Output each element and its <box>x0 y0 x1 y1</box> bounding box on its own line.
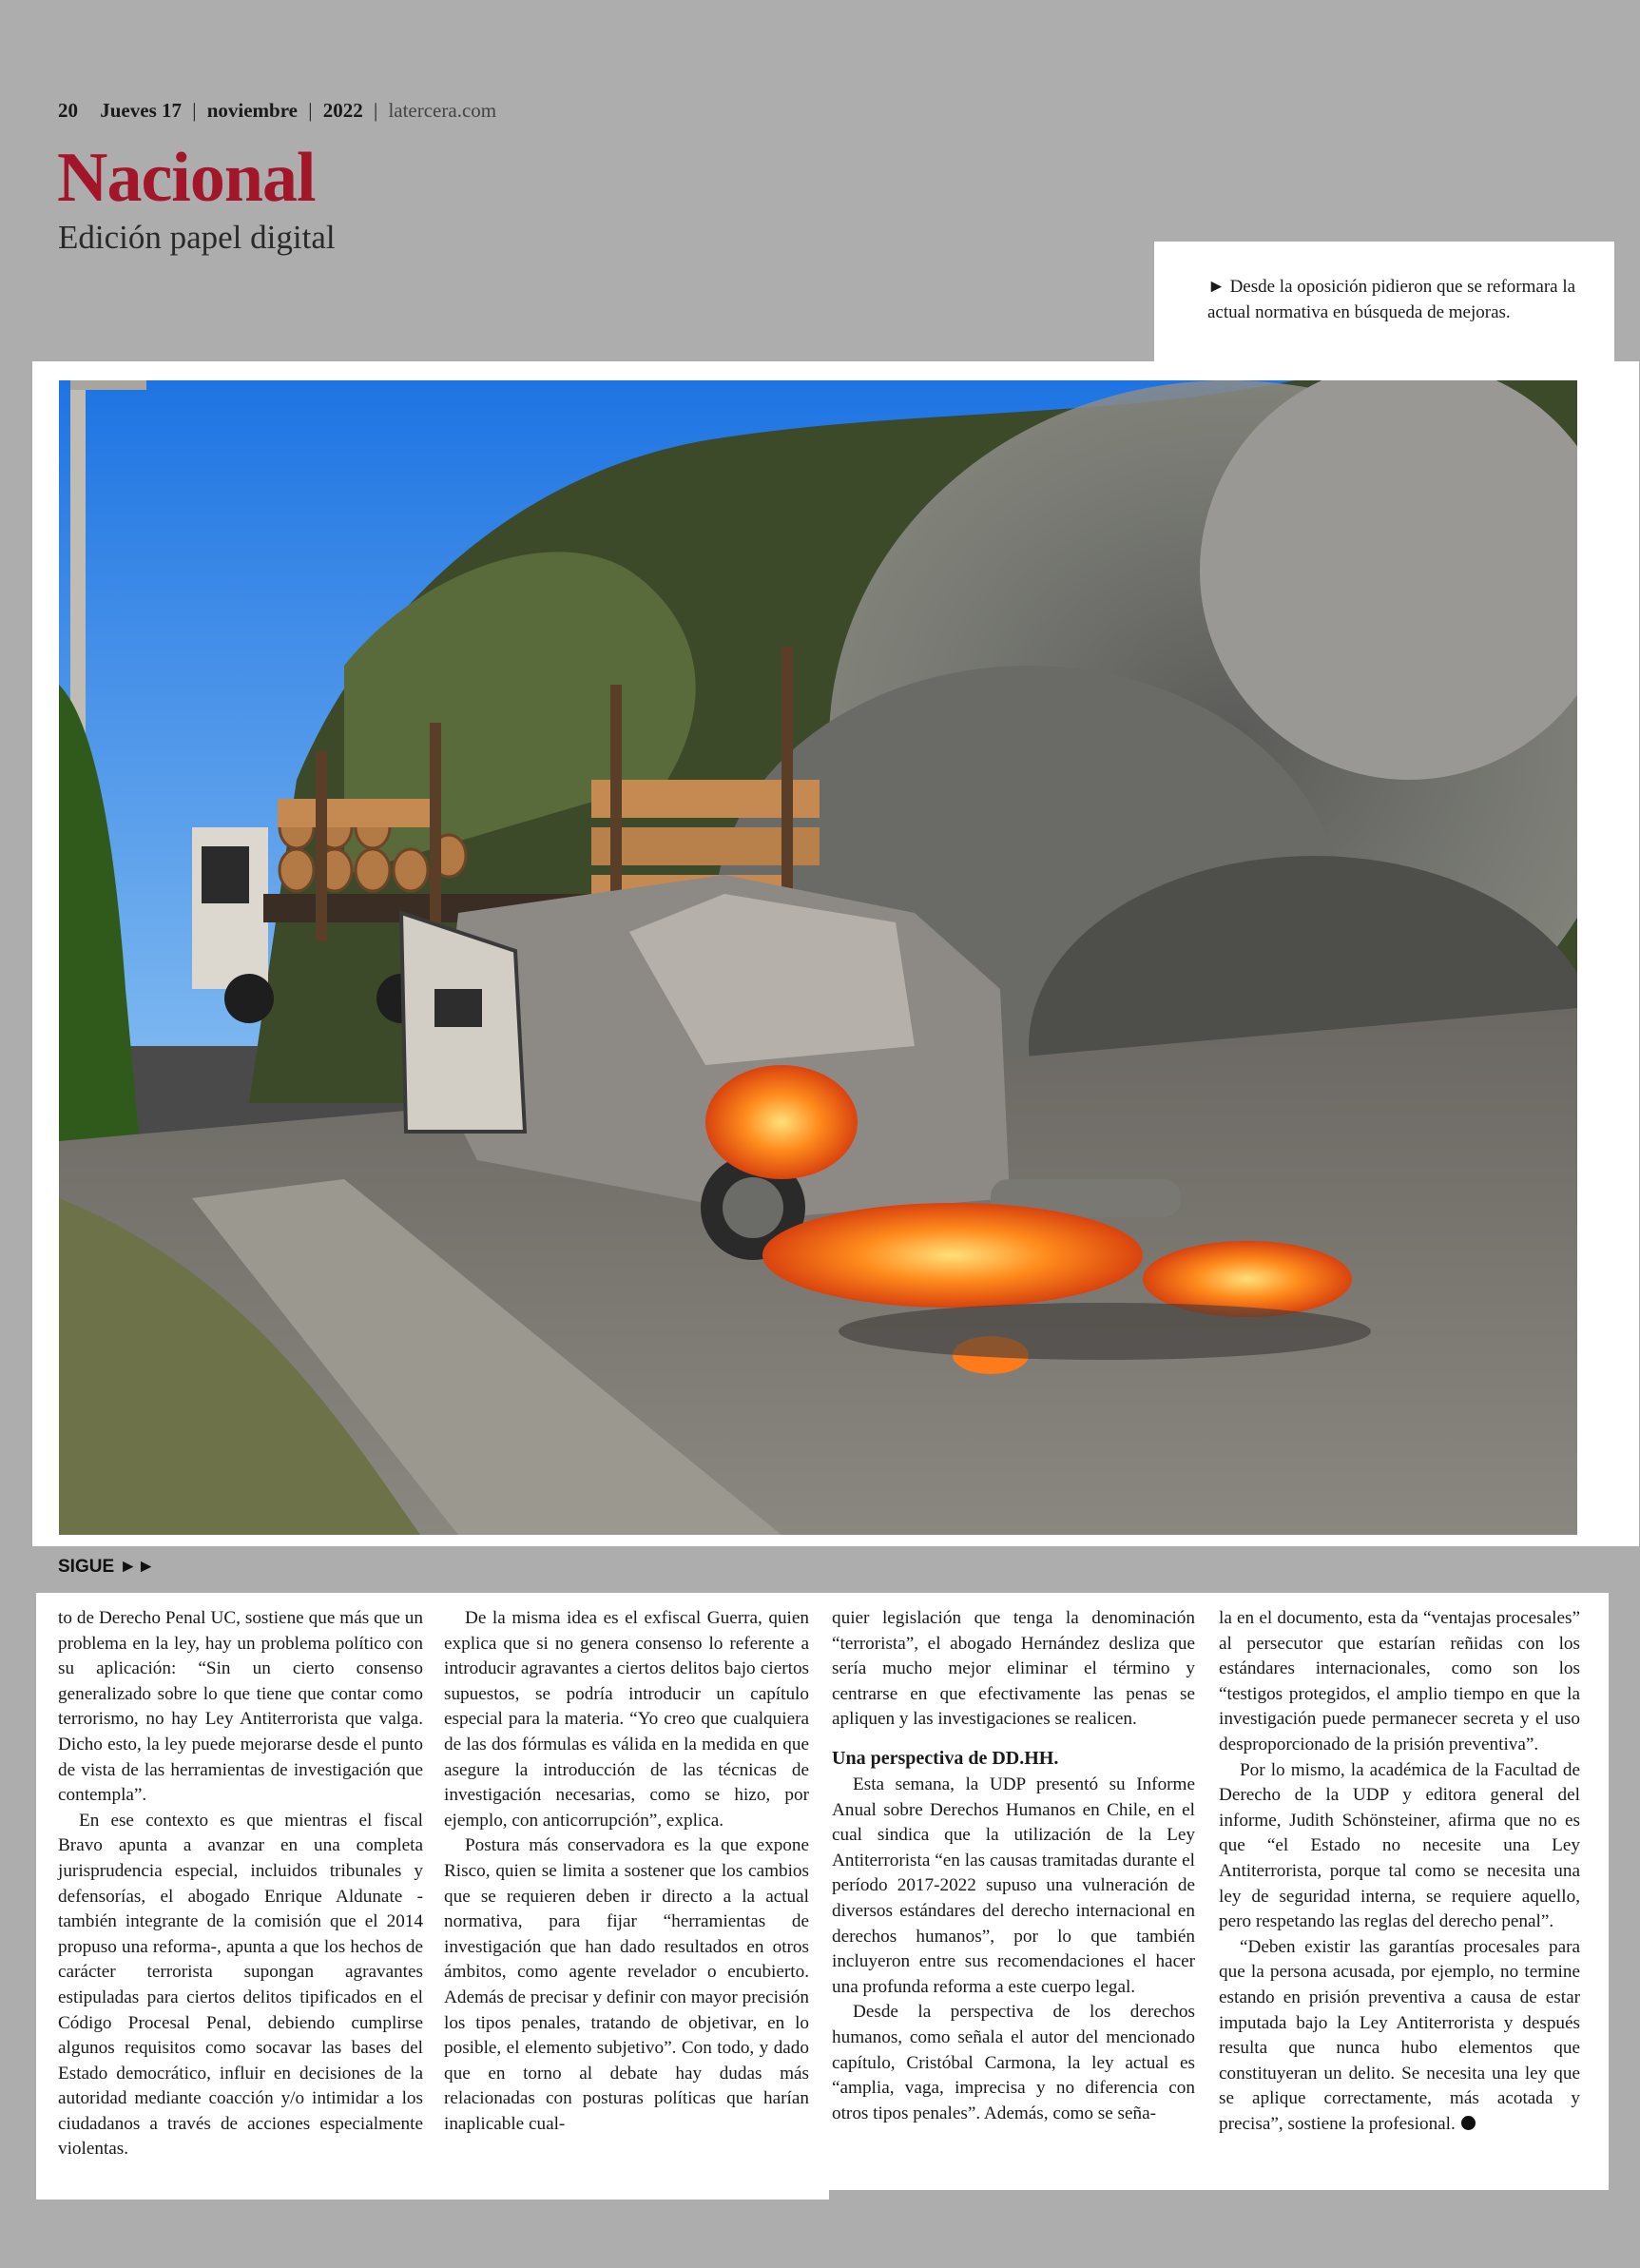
paragraph <box>1219 1935 1580 2138</box>
header-separator: | <box>373 99 378 122</box>
news-photo <box>59 380 1577 1535</box>
paragraph: Desde la perspectiva de los derechos humanos, como señala el autor del mencionado capítulo, Cristóbal Carmona, la ley actual es “amplia, vaga, imprecisa y no diferencia con otros tipos penales”. Además, como se seña- <box>832 2002 1195 2123</box>
header-day: Jueves 17 <box>100 99 182 122</box>
burned-truck-image <box>59 380 1577 1535</box>
header-separator: | <box>192 99 197 122</box>
section-title: Nacional <box>57 139 316 217</box>
section-subtitle: Edición papel digital <box>58 219 336 256</box>
paragraph: Esta semana, la UDP presentó su Informe Anual sobre Derechos Humanos en Chile, en el cual sindica que la utilización de la Ley Antiterrorista “en las causas tramitadas durante el período 2017-2022 supuso una vulneración de diversos estándares del derecho internacional en derechos humanos”, por lo que también incluyeron entre sus recomendaciones el hacer una profunda reforma a este cuerpo legal. <box>832 1774 1195 1997</box>
subheading: Una perspectiva de DD.HH. <box>832 1747 1059 1769</box>
paragraph: Postura más conservadora es la que expone Risco, quien se limita a sostener que los cambios que se requieren deben ir directo a la actual normativa, para fijar “herramientas de investigación que han dado resultados en otros ámbitos, como agente revelador o encubierto. Además de precisar y definir con mayor precisión los tipos penales, tratando de objetivar, en lo posible, el elemento subjetivo”. Con todo, y dado que en torno al debate hay dudas más relacionadas con posturas políticas que harían inaplicable cual- <box>444 1835 809 2134</box>
article-column-1 <box>58 1606 423 2162</box>
article-column-4 <box>1219 1606 1580 2137</box>
paragraph: la en el documento, esta da “ventajas procesales” al persecutor que estarían reñidas con los estándares internacionales, como son los “testigos protegidos, el amplio tiempo en que la investigación puede permanecer secreta y el uso desproporcionado de la prisión preventiva”. <box>1219 1608 1580 1754</box>
paragraph: to de Derecho Penal UC, sostiene que más que un problema en la ley, hay un problema político con su aplicación: “Sin un cierto consenso generalizado sobre lo que tiene que contar como terrorismo, no hay Ley Antiterrorista que valga. Dicho esto, la ley puede mejorarse desde el punto de vista de las herramientas de investigación que contempla”. <box>58 1608 423 1806</box>
paragraph: De la misma idea es el exfiscal Guerra, quien explica que si no genera consenso lo referente a introducir agravantes a ciertos delitos bajo ciertos supuestos, se podría introducir un capítulo especial para la materia. “Yo creo que cualquiera de las dos fórmulas es válida en la medida en que asegure la introducción de las técnicas de investigación necesarias, como se hizo, por ejemplo, con anticorrupción”, explica. <box>444 1608 809 1831</box>
summary-text <box>1207 274 1597 325</box>
paragraph: En ese contexto es que mientras el fiscal Bravo apunta a avanzar en una completa jurisprudencia especial, incluidos tribunales y defensorías, el abogado Enrique Aldunate -también integrante de la comisión que el 2014 propuso una reforma-, apunta a que los hechos de carácter terrorista supongan agravantes estipuladas para ciertos delitos tipificados en el Código Procesal Penal, debiendo cumplirse algunos requisitos como socavar las bases del Estado democrático, influir en decisiones de la autoridad mediante coacción y/o intimidar a los ciudadanos a través de acciones especialmente violentas. <box>58 1810 423 2160</box>
continue-label[interactable]: SIGUE ►► <box>58 1557 156 1577</box>
paragraph-text: “Deben existir las garantías procesales para que la persona acusada, por ejemplo, no termine estando en prisión preventiva a causa de estar imputada bajo la Ley Antiterrorista y después resulta que nunca hubo elementos que constituyeran un delito. Se necesita una ley que se aplique correctamente, más acotada y precisa”, sostiene la profesional. <box>1219 1936 1580 2134</box>
bullet-arrow-icon: ► <box>1207 277 1225 297</box>
paragraph: Por lo mismo, la académica de la Facultad de Derecho de la UDP y editora general del informe, Judith Schönsteiner, afirma que no es que “el Estado no necesite una Ley Antiterrorista, porque tal como se necesita una ley de seguridad interna, se requiere aquello, pero respetando las reglas del derecho penal”. <box>1219 1759 1580 1932</box>
page-number: 20 <box>58 99 78 122</box>
header-year: 2022 <box>322 99 363 122</box>
page-header <box>58 99 496 123</box>
summary-box <box>1154 242 1614 361</box>
article-column-3 <box>832 1606 1195 2126</box>
end-of-article-icon <box>1461 2116 1476 2130</box>
header-month: noviembre <box>206 99 298 122</box>
summary-body: Desde la oposición pidieron que se reformara la actual normativa en búsqueda de mejoras. <box>1207 277 1576 322</box>
article-column-2 <box>444 1606 809 2137</box>
paragraph: quier legislación que tenga la denominación “terrorista”, el abogado Hernández desliza que sería mucho mejor eliminar el término y centrarse en que efectivamente las penas se apliquen y las investigaciones se realicen. <box>832 1608 1195 1730</box>
header-separator: | <box>308 99 313 122</box>
header-site-link[interactable]: latercera.com <box>388 99 497 122</box>
